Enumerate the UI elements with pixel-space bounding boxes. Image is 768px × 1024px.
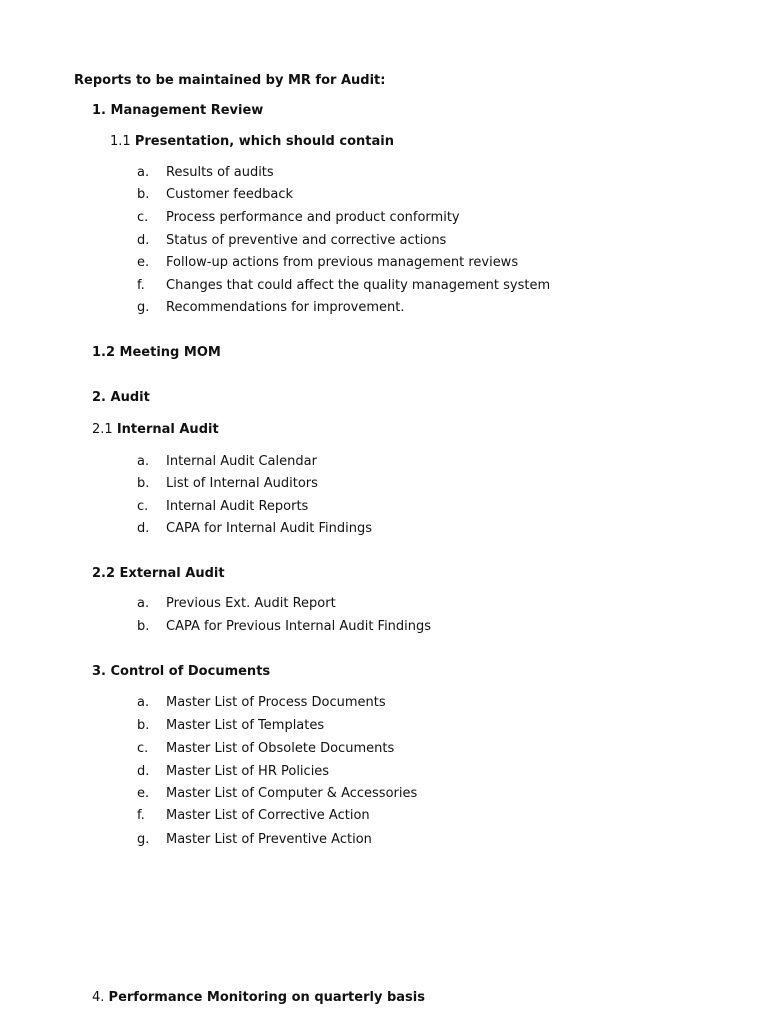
list-item: CAPA for Internal Audit Findings — [166, 521, 372, 536]
list-marker: e. — [137, 786, 150, 801]
subsection-title: Presentation, which should contain — [134, 134, 394, 149]
list-item: Master List of Process Documents — [166, 695, 386, 710]
list-item: Internal Audit Calendar — [166, 454, 317, 469]
subsection-heading-meeting-mom: 1.2 Meeting MOM — [92, 345, 221, 360]
list-item: CAPA for Previous Internal Audit Findings — [166, 619, 432, 634]
list-item: Master List of Computer & Accessories — [166, 786, 418, 801]
section-number: 4. — [92, 990, 105, 1005]
list-item: Recommendations for improvement. — [166, 300, 405, 315]
section-title: Performance Monitoring on quarterly basis — [108, 990, 425, 1005]
list-item: Master List of Corrective Action — [166, 808, 370, 823]
list-marker: c. — [137, 741, 149, 756]
subsection-number: 1.1 — [110, 134, 131, 149]
list-marker: f. — [137, 278, 145, 293]
list-marker: a. — [137, 454, 150, 469]
document-title: Reports to be maintained by MR for Audit: — [74, 73, 386, 88]
subsection-heading-internal-audit — [92, 422, 219, 438]
list-marker: f. — [137, 808, 145, 823]
list-item: List of Internal Auditors — [166, 476, 318, 491]
list-item: Master List of Preventive Action — [166, 832, 372, 847]
list-marker: b. — [137, 187, 150, 202]
list-marker: e. — [137, 255, 150, 270]
list-marker: d. — [137, 233, 150, 248]
subsection-title: Internal Audit — [116, 422, 219, 437]
list-item: Master List of Templates — [166, 718, 325, 733]
list-marker: a. — [137, 596, 150, 611]
section-heading-performance-monitoring — [92, 990, 425, 1006]
list-marker: g. — [137, 832, 150, 847]
list-item: Master List of HR Policies — [166, 764, 330, 779]
list-marker: a. — [137, 165, 150, 180]
list-item: Process performance and product conformity — [166, 210, 460, 225]
list-marker: g. — [137, 300, 150, 315]
list-item: Customer feedback — [166, 187, 293, 202]
list-item: Follow-up actions from previous management reviews — [166, 255, 519, 270]
list-item: Status of preventive and corrective actions — [166, 233, 447, 248]
section-heading-audit: 2. Audit — [92, 390, 150, 405]
list-marker: c. — [137, 210, 149, 225]
list-item: Previous Ext. Audit Report — [166, 596, 336, 611]
subsection-heading-external-audit: 2.2 External Audit — [92, 566, 225, 581]
list-marker: b. — [137, 476, 150, 491]
subsection-heading-presentation — [110, 134, 394, 150]
list-marker: d. — [137, 764, 150, 779]
list-item: Changes that could affect the quality management system — [166, 278, 551, 293]
list-marker: c. — [137, 499, 149, 514]
list-marker: a. — [137, 695, 150, 710]
list-marker: b. — [137, 619, 150, 634]
list-item: Master List of Obsolete Documents — [166, 741, 395, 756]
section-heading-control-of-documents: 3. Control of Documents — [92, 664, 271, 679]
subsection-number: 2.1 — [92, 422, 113, 437]
section-heading-management-review: 1. Management Review — [92, 103, 264, 118]
list-item: Results of audits — [166, 165, 274, 180]
list-marker: b. — [137, 718, 150, 733]
list-item: Internal Audit Reports — [166, 499, 309, 514]
list-marker: d. — [137, 521, 150, 536]
